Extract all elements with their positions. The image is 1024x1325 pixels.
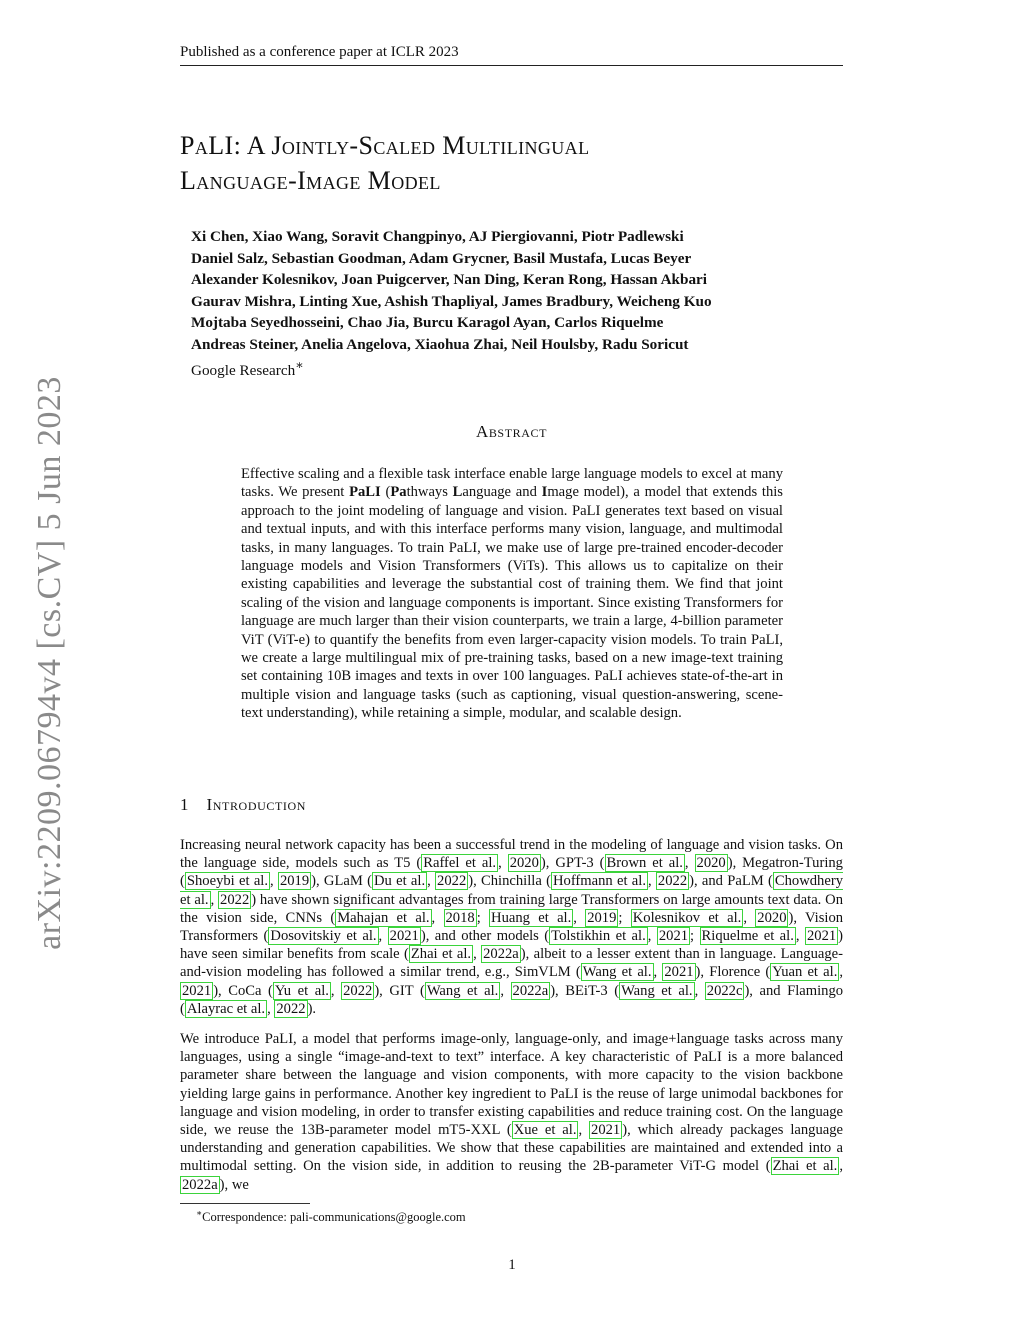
paragraph-text: , [578,1122,590,1139]
acronym-letter: L [452,484,463,501]
paper-title [180,128,843,198]
citation-link[interactable]: 2022 [276,1000,306,1017]
paragraph-text: , [647,873,656,890]
abstract-heading: Abstract [475,422,548,441]
citation-link[interactable]: 2022 [437,873,467,890]
citation-link[interactable]: Shoeybi et al. [186,873,268,890]
paragraph-text: ), CoCa ( [213,982,273,999]
paragraph-text: , [267,1000,275,1017]
paragraph-text: , [573,909,586,926]
citation-link[interactable]: 2021 [389,928,419,945]
citation-link[interactable]: Hoffmann et al. [552,873,646,890]
affiliation-footnote-mark[interactable]: ∗ [295,358,304,372]
citation-link[interactable]: Kolesnikov et al. [632,909,742,926]
paragraph-text: , [684,855,695,872]
citation-link[interactable]: 2022 [220,891,250,908]
header-rule [180,65,843,66]
citation-link[interactable]: 2022 [343,982,373,999]
citation-link[interactable]: Yuan et al. [772,964,838,981]
citation-link[interactable]: Du et al. [373,873,426,890]
abstract-fragment: mage model), a model that extends this approach to the joint modeling of language and vision. PaLI generates text based on visual and textual inputs, and with this interface performs many vision, language, and multimodal tasks, in many languages. To train PaLI, we make use of large pre-trained encoder-decoder language models and Vision Transformers (ViTs). This allows us to capitalize on their existing capabilities and leverage the substantial cost of training them. We find that joint scaling of the vision and language components is important. Since existing Transformers for language are much larger than their vision counterparts, we train a large, 4-billion parameter ViT (ViT-e) to quantify the benefits from even larger-capacity vision models. To train PaLI, we create a large multilingual mix of pre-training tasks, based on a new image-text training set containing 10B images and texts in over 100 languages. PaLI achieves state-of-the-art in multiple vision and language tasks (such as captioning, visual question-answering, scene-text understanding), while retaining a simple, modular, and scalable design. [241,484,783,722]
footnote-rule [180,1203,310,1204]
author-line: Andreas Steiner, Anelia Angelova, Xiaohua Zhai, Neil Houlsby, Radu Soricut [191,335,689,353]
author-line: Mojtaba Seyedhosseini, Chao Jia, Burcu Karagol Ayan, Carlos Riquelme [191,314,664,331]
acronym-letter: I [541,484,548,501]
citation-link[interactable]: 2022a [483,946,519,963]
author-line: Xi Chen, Xiao Wang, Soravit Changpinyo, AJ Piergiovanni, Piotr Padlewski [191,228,684,245]
citation-link[interactable]: Tolstikhin et al. [551,928,646,945]
paragraph-text: , [270,873,278,890]
paragraph-text: ). [307,1000,317,1017]
author-line: Alexander Kolesnikov, Joan Puigcerver, Nan Ding, Keran Rong, Hassan Akbari [191,271,708,288]
citation-link[interactable]: Wang et al. [426,982,499,999]
paper-title-line-1: PaLI: A Jointly-Scaled Multilingual [180,131,590,160]
paragraph-text: , [743,909,756,926]
paragraph-text: ), and Flamingo ( [180,982,844,1017]
section-number: 1 [180,795,189,814]
paragraph-text: ; [690,928,700,945]
citation-link[interactable]: Alayrac et al. [186,1000,266,1017]
citation-link[interactable]: Chowdhery et al. [180,873,843,908]
abstract-fragment: anguage and [462,484,542,501]
footnote [196,1208,466,1225]
acronym-letter: Pa [390,484,407,501]
paragraph-text: ), GLaM ( [311,873,372,890]
citation-link[interactable]: Wang et al. [582,964,652,981]
footnote-text: Correspondence: pali-communications@google.com [202,1210,466,1225]
paragraph-text: Increasing neural network capacity has been a successful trend in the modeling of language and vision tasks. On the language side, models such as T5 ( [180,837,843,872]
paragraph-text: , [473,946,482,963]
citation-link[interactable]: Raffel et al. [423,855,497,872]
citation-link[interactable]: Yu et al. [274,982,329,999]
abstract-fragment: Effective scaling and a flexible task interface enable large language models to excel at many tasks. We present [241,466,783,501]
citation-link[interactable]: Riquelme et al. [701,928,794,945]
citation-link[interactable]: 2021 [591,1122,621,1139]
paragraph-text: ; [476,909,490,926]
paragraph-text: We introduce PaLI, a model that performs image-only, language-only, and image+language tasks across many languages, using a single “image-and-text to text” interface. A key characteristic of PaLI is a more balanced parameter share between the language and vision components, with more capacity to the vision backbone yielding large gains in performance. Another key ingredient to PaLI is the reuse of large unimodal backbones for language and vision modeling, in order to transfer existing capabilities and reduce training cost. On the language side, we reuse the 13B-parameter model mT5-XXL ( [180,1031,843,1139]
paragraph-text: , [498,855,508,872]
intro-paragraph-2 [180,1030,843,1194]
citation-link[interactable]: 2021 [658,928,689,945]
paragraph-text: , [378,928,388,945]
paragraph-text: ), BEiT-3 ( [550,982,620,999]
paragraph-text: ), GIT ( [374,982,425,999]
affiliation-name: Google Research [191,362,296,380]
citation-link[interactable]: Wang et al. [621,982,693,999]
section-title: Introduction [206,795,307,814]
paragraph-text: , [653,964,663,981]
citation-link[interactable]: 2022c [706,982,743,999]
citation-link[interactable]: Dosovitskiy et al. [270,928,377,945]
citation-link[interactable]: 2018 [445,909,475,926]
paragraph-text: , [500,982,511,999]
citation-link[interactable]: 2022 [657,873,688,890]
paragraph-text: ), and PaLM ( [689,873,773,890]
abstract-text [241,465,783,723]
paragraph-text: ), we [219,1176,249,1193]
citation-link[interactable]: 2022a [182,1176,218,1193]
paragraph-text: ), and other models ( [420,928,550,945]
author-line: Gaurav Mishra, Linting Xue, Ashish Thapliyal, James Bradbury, Weicheng Kuo [191,292,712,310]
paragraph-text: , [694,982,705,999]
paper-title-line-2: Language-Image Model [180,166,441,195]
model-name: PaLI [349,484,381,501]
footnote-mark: ∗ [196,1208,203,1218]
citation-link[interactable]: Xue et al. [513,1122,577,1139]
paragraph-text: , [795,928,805,945]
page-number: 1 [508,1257,516,1273]
citation-link[interactable]: 2020 [696,855,726,872]
abstract-fragment: thways [406,484,453,501]
paragraph-text: , [839,1158,843,1175]
section-heading-introduction [180,795,306,815]
paragraph-text: ) have seen similar benefits from scale ( [180,928,844,963]
paragraph-text: ), which already packages language understanding and generation capabilities. We show that these capabilities are maintained and extended into a multimodal setting. On the vision side, in addition to reusing the 2B-parameter ViT-G model ( [180,1122,843,1175]
citation-link[interactable]: 2021 [182,982,212,999]
paragraph-text: , [431,909,444,926]
citation-link[interactable]: 2020 [757,909,787,926]
paragraph-text: ) have shown significant advantages from training large Transformers on large amounts text data. On the vision side, CNNs ( [180,891,843,926]
arxiv-identifier-text: arXiv:2209.06794v4 [cs.CV] 5 Jun 2023 [31,376,68,950]
paragraph-text: ), Megatron-Turing ( [180,855,843,890]
citation-link[interactable]: Zhai et al. [410,946,472,963]
citation-link[interactable]: Huang et al. [491,909,572,926]
paragraph-text: ; [618,909,631,926]
paragraph-text: ), GPT-3 ( [540,855,605,872]
citation-link[interactable]: 2019 [587,909,617,926]
abstract-fragment: ( [380,484,391,501]
paragraph-text: ), albeit to a lesser extent than in language. Language-and-vision modeling has followed a similar trend, e.g., SimVLM ( [180,946,843,981]
affiliation [191,355,831,382]
citation-link[interactable]: Mahajan et al. [337,909,430,926]
paragraph-text: , [839,964,843,981]
arxiv-identifier[interactable] [28,368,72,958]
conference-note: Published as a conference paper at ICLR 2023 [180,44,459,60]
paragraph-text: ), Florence ( [695,964,771,981]
paragraph-text: , [330,982,342,999]
paragraph-text: , [647,928,657,945]
paragraph-text: , [427,873,436,890]
citation-link[interactable]: Zhai et al. [772,1158,838,1175]
intro-paragraph-1 [180,836,843,1018]
citation-link[interactable]: 2021 [806,928,837,945]
paragraph-text: ), Vision Transformers ( [180,909,844,945]
paragraph-text: , [210,891,219,908]
citation-link[interactable]: Brown et al. [606,855,683,872]
author-line: Daniel Salz, Sebastian Goodman, Adam Grycner, Basil Mustafa, Lucas Beyer [191,249,692,267]
author-block [191,226,831,382]
paragraph-text: ), Chinchilla ( [468,873,551,890]
citation-link[interactable]: 2022a [512,982,549,999]
citation-link[interactable]: 2019 [279,873,310,890]
citation-link[interactable]: 2021 [664,964,694,981]
citation-link[interactable]: 2020 [509,855,539,872]
